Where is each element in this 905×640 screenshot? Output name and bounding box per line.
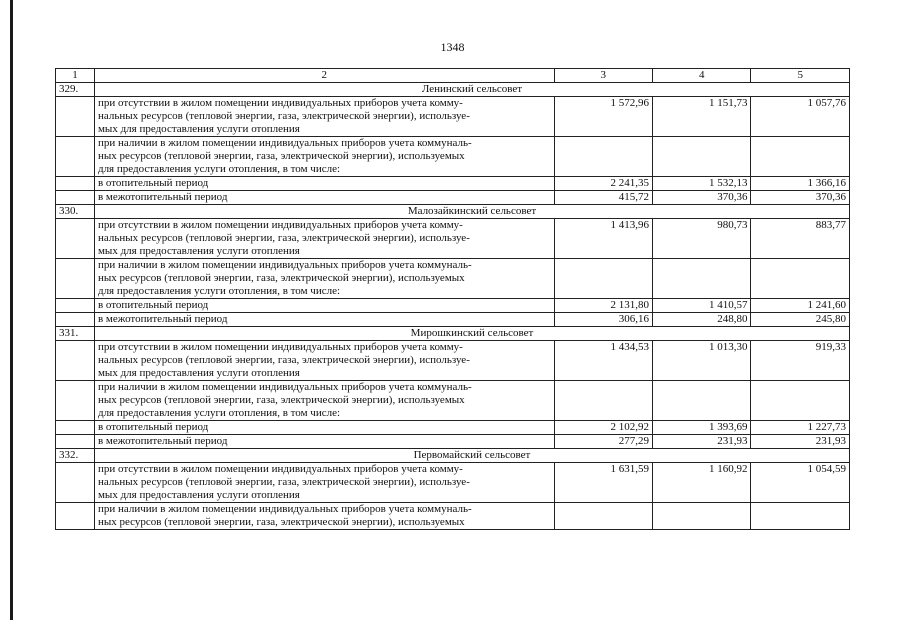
value-col-3: 277,29	[554, 435, 652, 449]
page-margin-bar	[10, 0, 13, 620]
section-title: Мирошкинский сельсовет	[94, 327, 849, 341]
value-col-4	[653, 137, 751, 177]
value-col-3	[554, 381, 652, 421]
value-col-3: 1 413,96	[554, 219, 652, 259]
value-col-5: 883,77	[751, 219, 850, 259]
row-description: при наличии в жилом помещении индивидуальных приборов учета коммуналь- ных ресурсов (тепловой энергии, газа, электрической энергии), используемых	[94, 503, 554, 530]
row-description: в отопительный период	[94, 421, 554, 435]
row-number-cell	[56, 435, 95, 449]
value-col-3: 2 131,80	[554, 299, 652, 313]
row-number-cell	[56, 191, 95, 205]
row-description: при отсутствии в жилом помещении индивидуальных приборов учета комму- нальных ресурсов (тепловой энергии, газа, электрической энергии), используе- мых для предоставления услуги отопления	[94, 97, 554, 137]
row-description: при отсутствии в жилом помещении индивидуальных приборов учета комму- нальных ресурсов (тепловой энергии, газа, электрической энергии), используе- мых для предоставления услуги отопления	[94, 463, 554, 503]
value-col-5: 370,36	[751, 191, 850, 205]
value-col-5: 1 057,76	[751, 97, 850, 137]
row-description: при отсутствии в жилом помещении индивидуальных приборов учета комму- нальных ресурсов (тепловой энергии, газа, электрической энергии), используе- мых для предоставления услуги отопления	[94, 341, 554, 381]
value-col-3: 306,16	[554, 313, 652, 327]
value-col-4: 370,36	[653, 191, 751, 205]
section-row	[56, 83, 850, 97]
table-row	[56, 421, 850, 435]
row-description: в межотопительный период	[94, 435, 554, 449]
section-row	[56, 449, 850, 463]
row-description: в межотопительный период	[94, 191, 554, 205]
value-col-5	[751, 503, 850, 530]
value-col-5: 245,80	[751, 313, 850, 327]
header-cell: 1	[56, 69, 95, 83]
value-col-5	[751, 259, 850, 299]
table-row	[56, 503, 850, 530]
value-col-5	[751, 137, 850, 177]
table-row	[56, 219, 850, 259]
section-row	[56, 327, 850, 341]
row-number-cell	[56, 313, 95, 327]
value-col-3: 415,72	[554, 191, 652, 205]
value-col-3: 1 631,59	[554, 463, 652, 503]
row-description: при наличии в жилом помещении индивидуальных приборов учета коммуналь- ных ресурсов (тепловой энергии, газа, электрической энергии), используемых для предоставления услуги отопления, в том числе:	[94, 137, 554, 177]
value-col-4	[653, 381, 751, 421]
section-title: Первомайский сельсовет	[94, 449, 849, 463]
value-col-3	[554, 137, 652, 177]
tariff-table	[55, 68, 850, 530]
section-number: 331.	[56, 327, 95, 341]
row-description: при наличии в жилом помещении индивидуальных приборов учета коммуналь- ных ресурсов (тепловой энергии, газа, электрической энергии), используемых для предоставления услуги отопления, в том числе:	[94, 259, 554, 299]
value-col-5: 1 366,16	[751, 177, 850, 191]
value-col-4: 1 160,92	[653, 463, 751, 503]
value-col-5: 1 227,73	[751, 421, 850, 435]
value-col-4: 980,73	[653, 219, 751, 259]
row-number-cell	[56, 299, 95, 313]
row-number-cell	[56, 421, 95, 435]
value-col-5: 1 054,59	[751, 463, 850, 503]
section-title: Ленинский сельсовет	[94, 83, 849, 97]
value-col-5: 919,33	[751, 341, 850, 381]
value-col-5	[751, 381, 850, 421]
value-col-3: 1 434,53	[554, 341, 652, 381]
value-col-4: 1 013,30	[653, 341, 751, 381]
table-row	[56, 381, 850, 421]
row-number-cell	[56, 137, 95, 177]
row-number-cell	[56, 503, 95, 530]
table-row	[56, 259, 850, 299]
value-col-3	[554, 503, 652, 530]
table-row	[56, 463, 850, 503]
row-number-cell	[56, 97, 95, 137]
value-col-4: 231,93	[653, 435, 751, 449]
value-col-4: 1 532,13	[653, 177, 751, 191]
row-description: в отопительный период	[94, 299, 554, 313]
table-row	[56, 191, 850, 205]
section-title: Малозайкинский сельсовет	[94, 205, 849, 219]
value-col-5: 231,93	[751, 435, 850, 449]
row-description: при наличии в жилом помещении индивидуальных приборов учета коммуналь- ных ресурсов (тепловой энергии, газа, электрической энергии), используемых для предоставления услуги отопления, в том числе:	[94, 381, 554, 421]
table-row	[56, 137, 850, 177]
value-col-4	[653, 259, 751, 299]
table-row	[56, 177, 850, 191]
header-cell: 5	[751, 69, 850, 83]
table-row	[56, 97, 850, 137]
value-col-3: 2 102,92	[554, 421, 652, 435]
value-col-4	[653, 503, 751, 530]
value-col-4: 248,80	[653, 313, 751, 327]
row-description: в межотопительный период	[94, 313, 554, 327]
table-row	[56, 341, 850, 381]
value-col-4: 1 393,69	[653, 421, 751, 435]
row-number-cell	[56, 259, 95, 299]
value-col-3: 2 241,35	[554, 177, 652, 191]
header-cell: 4	[653, 69, 751, 83]
value-col-3	[554, 259, 652, 299]
value-col-5: 1 241,60	[751, 299, 850, 313]
row-number-cell	[56, 177, 95, 191]
value-col-3: 1 572,96	[554, 97, 652, 137]
row-number-cell	[56, 463, 95, 503]
row-number-cell	[56, 381, 95, 421]
row-description: в отопительный период	[94, 177, 554, 191]
section-row	[56, 205, 850, 219]
header-cell: 3	[554, 69, 652, 83]
section-number: 329.	[56, 83, 95, 97]
section-number: 330.	[56, 205, 95, 219]
table-row	[56, 313, 850, 327]
table-row	[56, 435, 850, 449]
table-row	[56, 299, 850, 313]
page-number: 1348	[440, 40, 465, 54]
header-row	[56, 69, 850, 83]
header-cell: 2	[94, 69, 554, 83]
row-number-cell	[56, 219, 95, 259]
value-col-4: 1 151,73	[653, 97, 751, 137]
row-description: при отсутствии в жилом помещении индивидуальных приборов учета комму- нальных ресурсов (тепловой энергии, газа, электрической энергии), используе- мых для предоставления услуги отопления	[94, 219, 554, 259]
row-number-cell	[56, 341, 95, 381]
value-col-4: 1 410,57	[653, 299, 751, 313]
section-number: 332.	[56, 449, 95, 463]
